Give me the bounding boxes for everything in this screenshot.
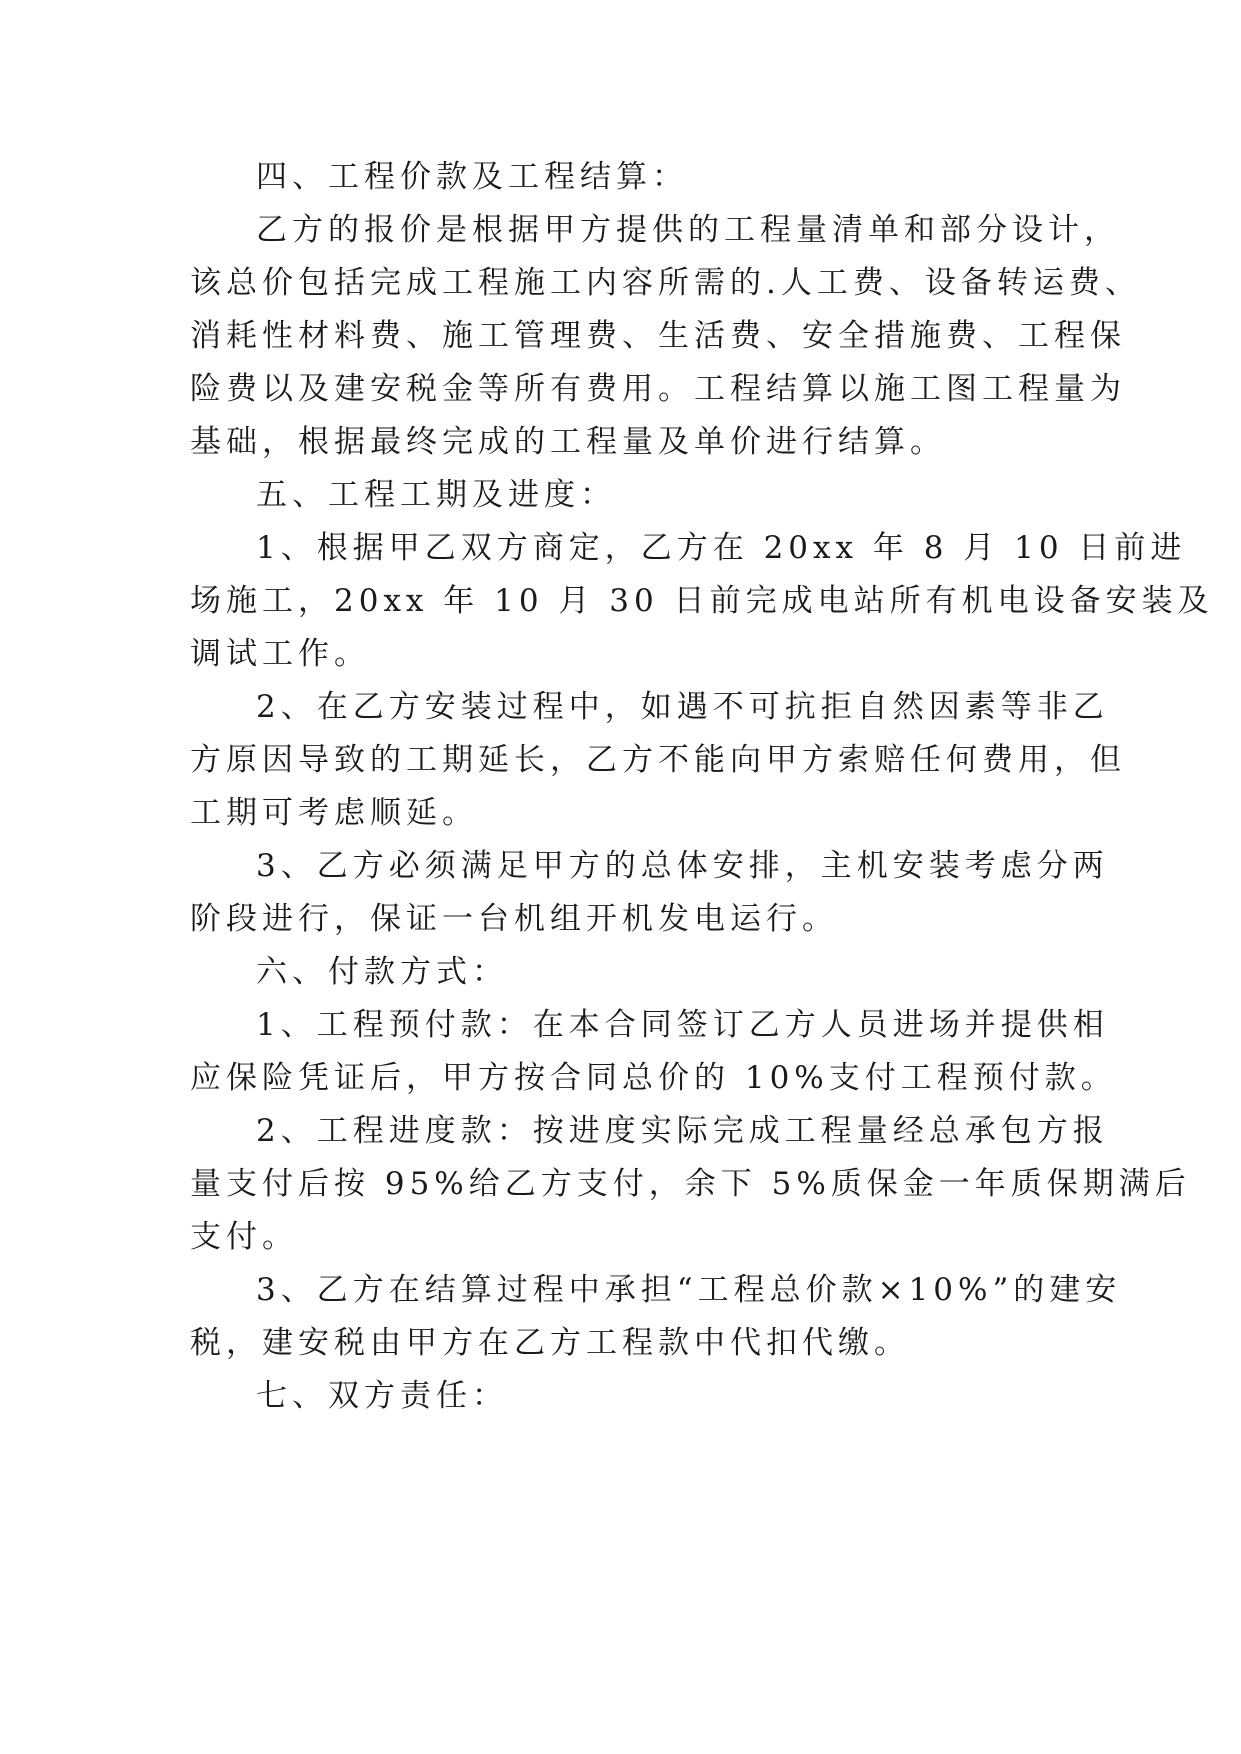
paragraph-line: 险费以及建安税金等所有费用。工程结算以施工图工程量为 (190, 371, 1126, 407)
paragraph-line: 2、工程进度款：按进度实际完成工程量经总承包方报 (256, 1113, 1109, 1149)
paragraph-line: 调试工作。 (190, 636, 370, 672)
paragraph-line: 基础，根据最终完成的工程量及单价进行结算。 (190, 424, 946, 460)
paragraph-line: 乙方的报价是根据甲方提供的工程量清单和部分设计， (256, 212, 1120, 248)
paragraph-line: 3、乙方在结算过程中承担“工程总价款×10%”的建安 (256, 1272, 1122, 1308)
section-heading-6: 六、付款方式： (256, 954, 508, 990)
paragraph-line: 3、乙方必须满足甲方的总体安排，主机安装考虑分两 (256, 848, 1109, 884)
section-heading-7: 七、双方责任： (256, 1378, 508, 1414)
section-heading-5: 五、工程工期及进度： (256, 477, 616, 513)
paragraph-line: 应保险凭证后，甲方按合同总价的 10%支付工程预付款。 (190, 1060, 1117, 1096)
paragraph-line: 支付。 (190, 1219, 298, 1255)
paragraph-line: 工期可考虑顺延。 (190, 795, 478, 831)
paragraph-line: 场施工，20xx 年 10 月 30 日前完成电站所有机电设备安装及 (190, 583, 1214, 619)
paragraph-line: 量支付后按 95%给乙方支付，余下 5%质保金一年质保期满后 (190, 1166, 1191, 1202)
section-heading-4: 四、工程价款及工程结算： (256, 159, 688, 195)
paragraph-line: 1、根据甲乙双方商定，乙方在 20xx 年 8 月 10 日前进 (256, 530, 1187, 566)
paragraph-line: 1、工程预付款：在本合同签订乙方人员进场并提供相 (256, 1007, 1109, 1043)
paragraph-line: 该总价包括完成工程施工内容所需的.人工费、设备转运费、 (190, 265, 1141, 301)
paragraph-line: 阶段进行，保证一台机组开机发电运行。 (190, 901, 838, 937)
paragraph-line: 消耗性材料费、施工管理费、生活费、安全措施费、工程保 (190, 318, 1126, 354)
paragraph-line: 方原因导致的工期延长，乙方不能向甲方索赔任何费用，但 (190, 742, 1126, 778)
paragraph-line: 税，建安税由甲方在乙方工程款中代扣代缴。 (190, 1325, 910, 1361)
paragraph-line: 2、在乙方安装过程中，如遇不可抗拒自然因素等非乙 (256, 689, 1109, 725)
